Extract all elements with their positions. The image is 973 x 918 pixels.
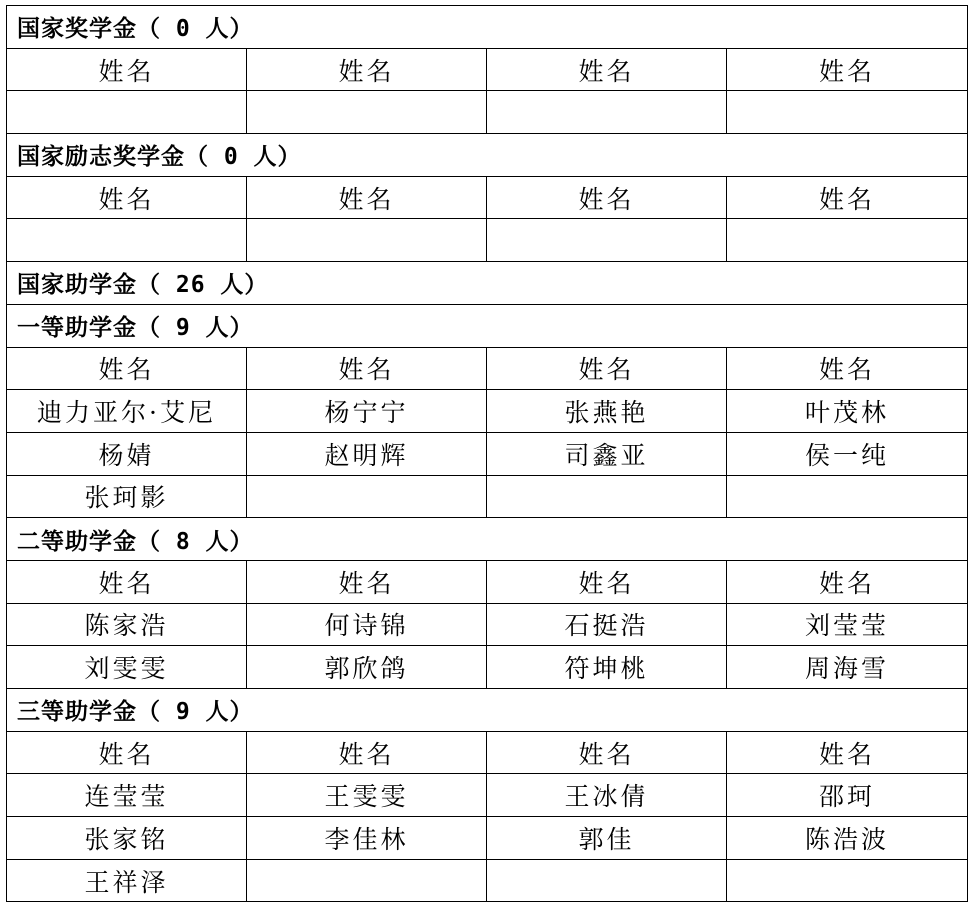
column-header-name: 姓名 <box>487 731 727 774</box>
student-name-cell <box>487 219 727 262</box>
student-name-cell: 连莹莹 <box>7 774 247 817</box>
student-name-cell <box>247 859 487 902</box>
column-header-name: 姓名 <box>7 48 247 91</box>
column-header-name: 姓名 <box>727 731 968 774</box>
column-header-name: 姓名 <box>487 48 727 91</box>
student-name-cell: 叶茂林 <box>727 390 968 433</box>
table-row <box>7 475 968 518</box>
column-header-name: 姓名 <box>247 731 487 774</box>
table-row <box>7 646 968 689</box>
student-name-cell: 符坤桃 <box>487 646 727 689</box>
student-name-cell: 石挺浩 <box>487 603 727 646</box>
student-name-cell <box>727 475 968 518</box>
column-header-name: 姓名 <box>727 176 968 219</box>
student-name-cell <box>247 475 487 518</box>
student-name-cell: 迪力亚尔·艾尼 <box>7 390 247 433</box>
scholarship-table <box>6 5 968 902</box>
column-header-row <box>7 176 968 219</box>
section-title-row <box>7 262 968 305</box>
section-title: 二等助学金（ 8 人） <box>7 518 968 561</box>
student-name-cell: 杨宁宁 <box>247 390 487 433</box>
student-name-cell: 郭欣鸽 <box>247 646 487 689</box>
student-name-cell <box>7 91 247 134</box>
table-row <box>7 219 968 262</box>
column-header-name: 姓名 <box>487 176 727 219</box>
column-header-name: 姓名 <box>487 560 727 603</box>
table-row <box>7 774 968 817</box>
student-name-cell: 刘雯雯 <box>7 646 247 689</box>
student-name-cell <box>7 219 247 262</box>
student-name-cell: 李佳林 <box>247 817 487 860</box>
student-name-cell: 王祥泽 <box>7 859 247 902</box>
section-title: 国家奖学金（ 0 人） <box>7 6 968 49</box>
column-header-name: 姓名 <box>7 176 247 219</box>
student-name-cell: 周海雪 <box>727 646 968 689</box>
student-name-cell <box>487 91 727 134</box>
student-name-cell: 侯一纯 <box>727 432 968 475</box>
column-header-name: 姓名 <box>247 560 487 603</box>
student-name-cell: 何诗锦 <box>247 603 487 646</box>
column-header-name: 姓名 <box>727 48 968 91</box>
column-header-name: 姓名 <box>7 560 247 603</box>
column-header-row <box>7 560 968 603</box>
column-header-row <box>7 731 968 774</box>
table-row <box>7 390 968 433</box>
student-name-cell <box>247 91 487 134</box>
student-name-cell <box>247 219 487 262</box>
section-title: 一等助学金（ 9 人） <box>7 304 968 347</box>
student-name-cell: 郭佳 <box>487 817 727 860</box>
column-header-name: 姓名 <box>487 347 727 390</box>
table-row <box>7 603 968 646</box>
column-header-name: 姓名 <box>727 560 968 603</box>
student-name-cell: 陈家浩 <box>7 603 247 646</box>
section-title: 三等助学金（ 9 人） <box>7 689 968 732</box>
student-name-cell: 王冰倩 <box>487 774 727 817</box>
section-title-row <box>7 518 968 561</box>
student-name-cell <box>727 859 968 902</box>
student-name-cell: 刘莹莹 <box>727 603 968 646</box>
student-name-cell: 司鑫亚 <box>487 432 727 475</box>
column-header-name: 姓名 <box>7 347 247 390</box>
column-header-row <box>7 347 968 390</box>
column-header-name: 姓名 <box>7 731 247 774</box>
student-name-cell <box>727 219 968 262</box>
column-header-name: 姓名 <box>247 347 487 390</box>
table-row <box>7 859 968 902</box>
table-row <box>7 91 968 134</box>
student-name-cell: 张燕艳 <box>487 390 727 433</box>
table-row <box>7 817 968 860</box>
student-name-cell: 赵明辉 <box>247 432 487 475</box>
section-title-row <box>7 304 968 347</box>
table-row <box>7 432 968 475</box>
student-name-cell: 王雯雯 <box>247 774 487 817</box>
column-header-name: 姓名 <box>247 48 487 91</box>
student-name-cell: 杨婧 <box>7 432 247 475</box>
student-name-cell <box>727 91 968 134</box>
student-name-cell <box>487 859 727 902</box>
column-header-name: 姓名 <box>247 176 487 219</box>
section-title-row <box>7 134 968 177</box>
section-title: 国家励志奖学金（ 0 人） <box>7 134 968 177</box>
column-header-name: 姓名 <box>727 347 968 390</box>
student-name-cell: 邵珂 <box>727 774 968 817</box>
section-title-row <box>7 689 968 732</box>
column-header-row <box>7 48 968 91</box>
student-name-cell: 张家铭 <box>7 817 247 860</box>
student-name-cell: 张珂影 <box>7 475 247 518</box>
student-name-cell: 陈浩波 <box>727 817 968 860</box>
section-title: 国家助学金（ 26 人） <box>7 262 968 305</box>
student-name-cell <box>487 475 727 518</box>
section-title-row <box>7 6 968 49</box>
